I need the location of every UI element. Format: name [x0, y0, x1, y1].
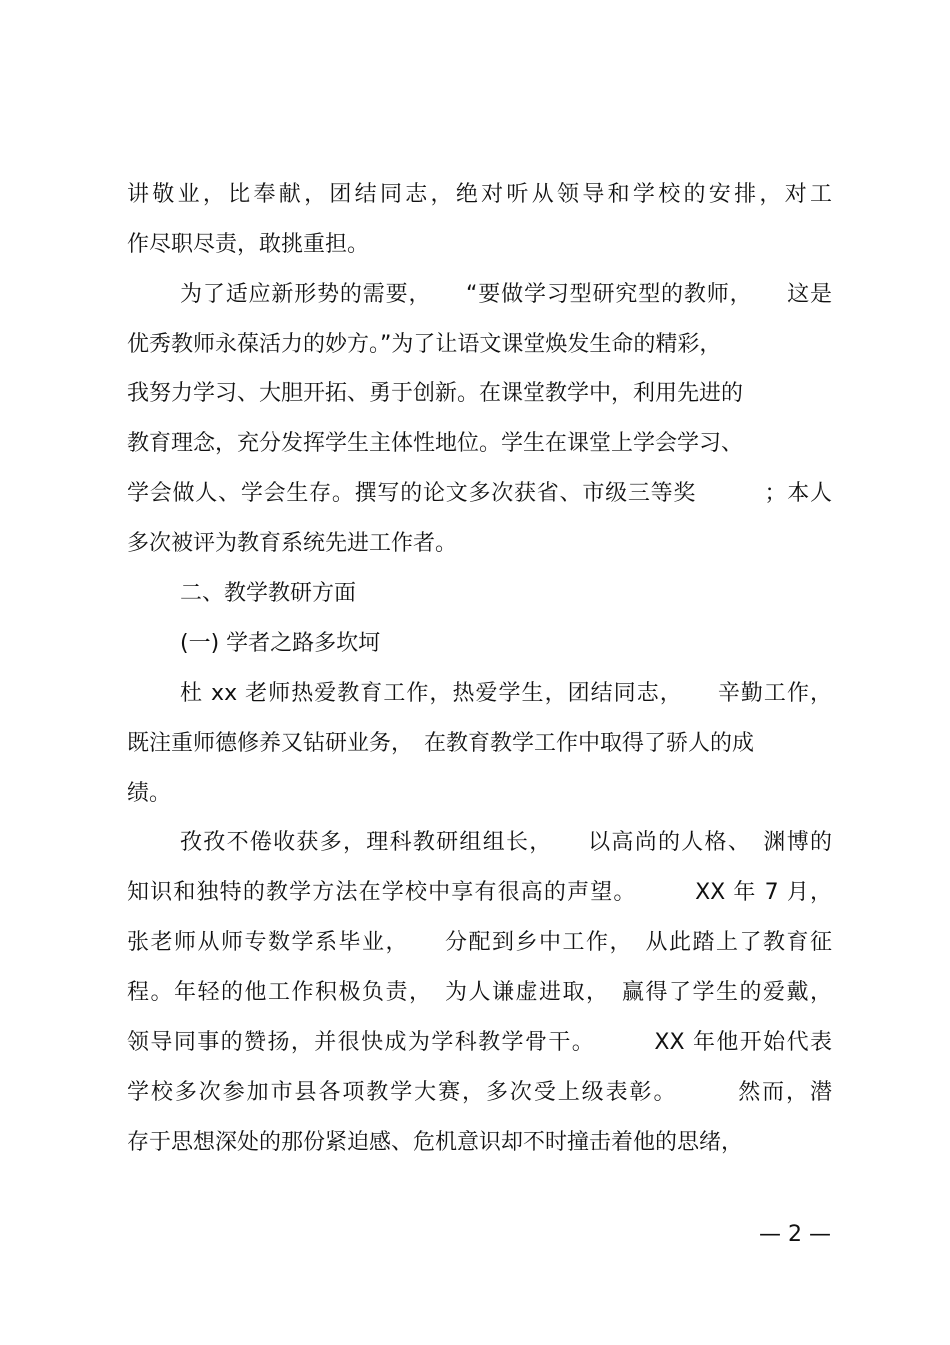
subsection-heading: (一) 学者之路多坎坷 [180, 631, 381, 656]
paragraph-first-line: 孜孜不倦收获多，理科教研组组长， 以高尚的人格、 渊博的 [180, 830, 832, 855]
text-line: 学会做人、学会生存。撰写的论文多次获省、市级三等奖 ；本人 [127, 481, 832, 506]
text-line: 优秀教师永葆活力的妙方。”为了让语文课堂焕发生命的精彩， [127, 332, 722, 357]
paragraph-first-line: 杜 xx 老师热爱教育工作，热爱学生，团结同志， 辛勤工作， [180, 681, 832, 706]
text-line: 讲敬业，比奉献，团结同志，绝对听从领导和学校的安排，对工 [127, 182, 832, 207]
paragraph-first-line: 为了适应新形势的需要， “要做学习型研究型的教师， 这是 [180, 282, 832, 307]
text-line: 多次被评为教育系统先进工作者。 [127, 531, 458, 556]
text-line: 领导同事的赞扬，并很快成为学科教学骨干。 XX 年他开始代表 [127, 1030, 832, 1055]
text-line: 我努力学习、大胆开拓、勇于创新。在课堂教学中，利用先进的 [127, 381, 744, 406]
text-line: 既注重师德修养又钻研业务， 在教育教学工作中取得了骄人的成 [127, 731, 755, 756]
text-line: 绩。 [127, 781, 172, 806]
text-line: 教育理念，充分发挥学生主体性地位。学生在课堂上学会学习、 [127, 431, 744, 456]
page-number: — 2 — [759, 1222, 831, 1247]
text-line: 学校多次参加市县各项教学大赛，多次受上级表彰。 然而，潜 [127, 1080, 832, 1105]
section-heading: 二、教学教研方面 [180, 581, 357, 606]
text-line: 存于思想深处的那份紧迫感、危机意识却不时撞击着他的思绪， [127, 1130, 744, 1155]
text-line: 作尽职尽责，敢挑重担。 [127, 232, 370, 257]
text-line: 知识和独特的教学方法在学校中享有很高的声望。 XX 年 7 月， [127, 880, 832, 905]
text-line: 张老师从师专数学系毕业， 分配到乡中工作， 从此踏上了教育征 [127, 930, 832, 955]
text-line: 程。年轻的他工作积极负责， 为人谦虚进取， 赢得了学生的爱戴， [127, 980, 832, 1005]
